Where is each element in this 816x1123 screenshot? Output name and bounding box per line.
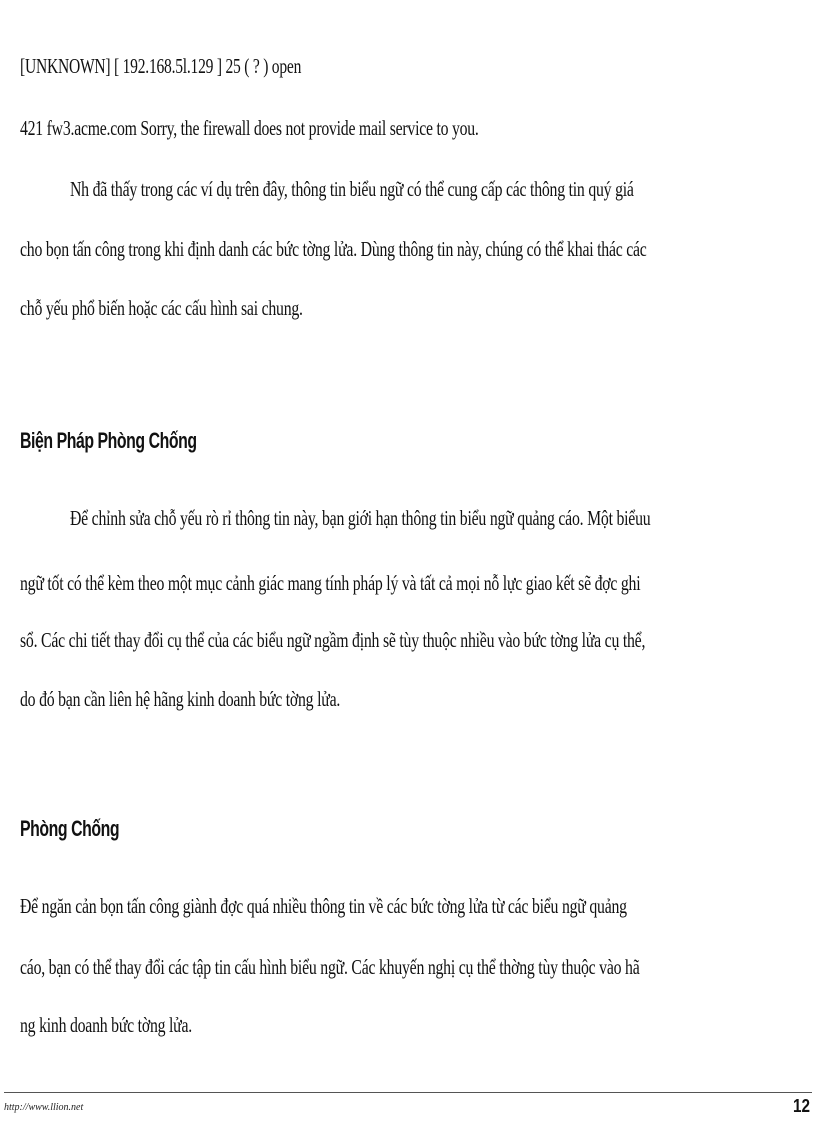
section2-line-3: ng kinh doanh bức tờng lửa.	[20, 1013, 193, 1037]
section-heading-countermeasures: Biện Pháp Phòng Chống	[20, 428, 197, 453]
footer-divider	[4, 1092, 812, 1093]
section2-line-2: cáo, bạn có thể thay đổi các tập tin cấu hình biểu ngữ. Các khuyến nghị cụ thể thờng tùy thuộc vào hã	[20, 955, 640, 979]
banner-line: 421 fw3.acme.com Sorry, the firewall does not provide mail service to you.	[20, 116, 479, 140]
page-number: 12	[792, 1096, 810, 1116]
section1-line-4: do đó bạn cần liên hệ hãng kinh doanh bức tờng lửa.	[20, 687, 341, 711]
scan-result-line: [UNKNOWN] [ 192.168.5l.129 ] 25 ( ? ) open	[20, 54, 302, 78]
intro-line-3: chỗ yếu phổ biến hoặc các cấu hình sai chung.	[20, 296, 303, 320]
section1-line-2: ngữ tốt có thể kèm theo một mục cảnh giác mang tính pháp lý và tất cả mọi nỗ lực giao kết sẽ đợc ghi	[20, 571, 641, 595]
intro-line-1: Nh đã thấy trong các ví dụ trên đây, thông tin biểu ngữ có thể cung cấp các thông tin quý giá	[70, 177, 634, 201]
section1-line-1: Để chỉnh sửa chỗ yếu rò rỉ thông tin này, bạn giới hạn thông tin biểu ngữ quảng cáo. Một biểuu	[70, 506, 651, 530]
section-heading-prevention: Phòng Chống	[20, 816, 120, 841]
intro-line-2: cho bọn tấn công trong khi định danh các bức tờng lửa. Dùng thông tin này, chúng có thể khai thác các	[20, 237, 647, 261]
section1-line-3: sổ. Các chi tiết thay đổi cụ thể của các biểu ngữ ngầm định sẽ tùy thuộc nhiều vào bức tờng lửa cụ thể,	[20, 628, 646, 652]
footer-url[interactable]: http://www.llion.net	[4, 1102, 84, 1113]
section2-line-1: Để ngăn cản bọn tấn công giành đợc quá nhiều thông tin về các bức tờng lửa từ các biểu ngữ quảng	[20, 894, 627, 918]
